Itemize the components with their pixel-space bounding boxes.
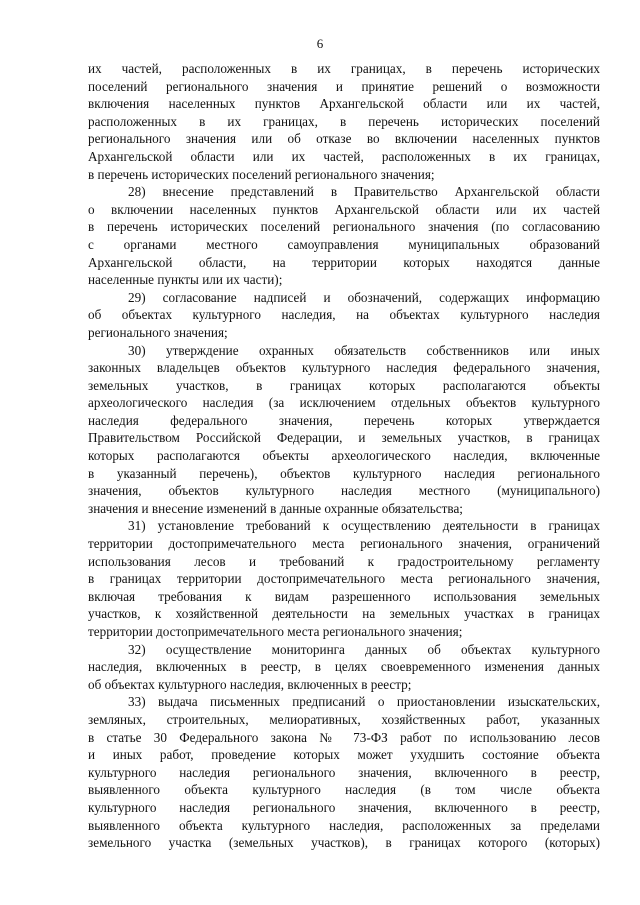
text-line: значения, объектов культурного наследия местного (муниципального) [88, 483, 600, 499]
text-line: археологического наследия (за исключением отдельных объектов культурного [88, 395, 600, 411]
text-line: значения и внесение изменений в данные охранные обязательства; [88, 500, 463, 516]
text-line: 31) установление требований к осуществлению деятельности в границах [128, 518, 600, 534]
text-line: регионального значения; [88, 324, 228, 340]
text-line: земельного участка (земельных участков), в границах которого (которых) [88, 835, 600, 851]
text-line: в перечень исторических поселений регионального значения; [88, 166, 435, 182]
text-line: законных владельцев объектов культурного наследия федерального значения, [88, 360, 600, 376]
text-line: Архангельской области, на территории которых находятся данные [88, 254, 600, 270]
text-line: использования лесов и требований к градостроительному регламенту [88, 553, 600, 569]
text-line: участков, к хозяйственной деятельности на земельных участках в границах [88, 606, 600, 622]
document-body [88, 60, 600, 852]
paragraph [88, 289, 600, 342]
text-line: с органами местного самоуправления муниципальных образований [88, 236, 600, 252]
text-line: регионального значения или об отказе во включении населенных пунктов [88, 131, 600, 147]
text-line: в указанный перечень), объектов культурного наследия регионального [88, 465, 600, 481]
text-line: культурного наследия регионального значения, включенного в реестр, [88, 799, 600, 815]
text-line: населенные пункты или их части); [88, 272, 283, 288]
text-line: расположенных в их границах, в перечень исторических поселений [88, 113, 600, 129]
text-line: земельных участков, в границах которых располагаются объекты [88, 377, 600, 393]
text-line: об объектах культурного наследия, включенных в реестр; [88, 676, 412, 692]
paragraph [88, 517, 600, 640]
text-line: 29) согласование надписей и обозначений, содержащих информацию [128, 289, 600, 305]
paragraph [88, 183, 600, 289]
text-line: территории достопримечательного места регионального значения; [88, 624, 463, 639]
text-line: и иных работ, проведение которых может ухудшить состояние объекта [88, 747, 600, 763]
text-line: включения населенных пунктов Архангельской области или их частей, [88, 96, 600, 112]
paragraph [88, 60, 600, 183]
text-line: Правительством Российской Федерации, и земельных участков, в границах [88, 430, 600, 446]
text-line: поселений регионального значения и принятие решений о возможности [88, 78, 600, 94]
text-line: в границах территории достопримечательного места регионального значения, [88, 571, 600, 587]
text-line: земляных, строительных, мелиоративных, хозяйственных работ, указанных [88, 711, 600, 727]
text-line: в перечень исторических поселений регионального значения (по согласованию [88, 219, 600, 235]
text-line: 30) утверждение охранных обязательств собственников или иных [128, 342, 600, 358]
paragraph [88, 693, 600, 851]
text-line: наследия, включенных в реестр, в целях своевременного изменения данных [88, 659, 600, 675]
text-line: в статье 30 Федерального закона № 73-ФЗ работ по использованию лесов [88, 729, 600, 745]
text-line: включая требования к видам разрешенного использования земельных [88, 588, 600, 604]
text-line: культурного наследия регионального значения, включенного в реестр, [88, 764, 600, 780]
text-line: Архангельской области или их частей, расположенных в их границах, [88, 148, 600, 164]
page-number: 6 [316, 36, 324, 51]
text-line: которых располагаются объекты археологического наследия, включенные [88, 448, 600, 464]
text-line: 33) выдача письменных предписаний о приостановлении изыскательских, [128, 694, 600, 710]
text-line: территории достопримечательного места регионального значения, ограничений [88, 536, 600, 552]
paragraph [88, 641, 600, 694]
text-line: выявленного объекта культурного наследия, расположенных за пределами [88, 817, 600, 833]
text-line: о включении населенных пунктов Архангельской области или их частей [88, 201, 600, 217]
text-line: 32) осуществление мониторинга данных об объектах культурного [128, 641, 600, 657]
text-line: 28) внесение представлений в Правительство Архангельской области [128, 184, 600, 200]
text-line: наследия федерального значения, перечень которых утверждается [88, 412, 600, 428]
text-line: об объектах культурного наследия, на объектах культурного наследия [88, 307, 600, 323]
text-line: их частей, расположенных в их границах, в перечень исторических [88, 61, 600, 76]
paragraph [88, 342, 600, 518]
text-line: выявленного объекта культурного наследия (в том числе объекта [88, 782, 600, 798]
